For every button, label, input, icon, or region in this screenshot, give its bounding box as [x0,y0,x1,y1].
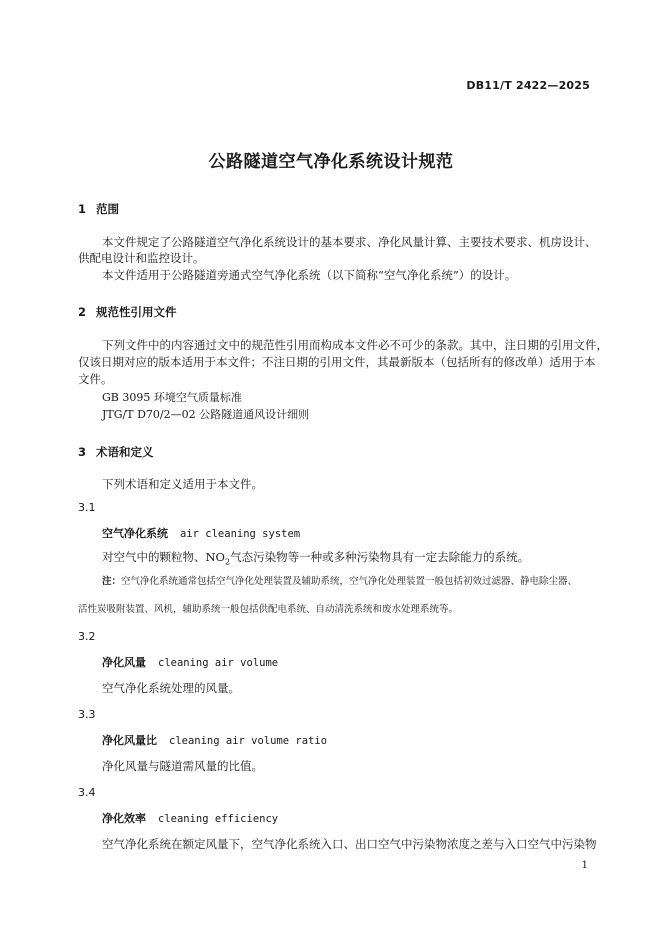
term-definition: 空气净化系统处理的风量。 [102,681,240,695]
section-title: 术语和定义 [96,445,154,459]
term-zh: 净化风量比 [102,734,157,747]
paragraph-line: 供配电设计和监控设计。 [78,251,205,265]
standard-number: DB11/T 2422—2025 [466,79,590,92]
reference-item: JTG/T D70/2—02 公路隧道通风设计细则 [102,408,310,421]
section-number: 3 [78,445,87,459]
note-label: 注： [102,576,122,587]
paragraph-line: 下列文件中的内容通过文中的规范性引用而构成本文件必不可少的条款。其中，注日期的引用文件， [102,338,608,352]
term-entry [102,732,327,748]
section-number: 1 [78,202,87,216]
term-definition: 空气净化系统在额定风量下，空气净化系统入口、出口空气中污染物浓度之差与入口空气中污染物 [102,837,597,851]
term-entry [102,810,278,826]
term-number: 3.1 [78,501,96,514]
section-title: 范围 [96,202,119,216]
paragraph-line: 下列术语和定义适用于本文件。 [102,477,263,491]
section-2-heading [78,304,177,320]
term-zh: 空气净化系统 [102,527,168,540]
section-number: 2 [78,305,87,319]
term-definition [102,549,529,570]
document-title: 公路隧道空气净化系统设计规范 [208,152,454,172]
paragraph-line: 仅该日期对应的版本适用于本文件；不注日期的引用文件，其最新版本（包括所有的修改单）适用于本 [78,355,596,369]
subscript: 2 [225,557,231,567]
term-en: air cleaning system [180,528,301,540]
note-line [102,575,577,589]
term-number: 3.3 [78,708,96,721]
term-entry [102,654,278,670]
term-zh: 净化效率 [102,812,146,825]
term-number: 3.2 [78,630,96,643]
definition-text: 对空气中的颗粒物、NO [102,550,225,564]
definition-text: 气态污染物等一种或多种污染物具有一定去除能力的系统。 [230,550,530,564]
note-text: 空气净化系统通常包括空气净化处理装置及辅助系统，空气净化处理装置一般包括初效过滤器、静电除尘器、 [121,576,578,587]
paragraph-line: 文件。 [78,372,113,386]
reference-item: GB 3095 环境空气质量标准 [102,391,242,404]
note-line: 活性炭吸附装置、风机，辅助系统一般包括供配电系统、自动清洗系统和废水处理系统等。 [78,604,459,615]
page-number: 1 [581,860,588,871]
term-zh: 净化风量 [102,656,146,669]
term-entry [102,525,300,541]
term-definition: 净化风量与隧道需风量的比值。 [102,759,263,773]
term-en: cleaning air volume ratio [169,735,328,747]
term-en: cleaning efficiency [158,813,279,825]
section-3-heading [78,444,154,460]
section-1-heading [78,201,119,217]
paragraph-line: 本文件适用于公路隧道旁通式空气净化系统（以下简称“空气净化系统”）的设计。 [102,268,517,282]
term-en: cleaning air volume [158,657,279,669]
term-number: 3.4 [78,786,96,799]
paragraph-line: 本文件规定了公路隧道空气净化系统设计的基本要求、净化风量计算、主要技术要求、机房设计、 [102,235,597,249]
section-title: 规范性引用文件 [96,305,177,319]
